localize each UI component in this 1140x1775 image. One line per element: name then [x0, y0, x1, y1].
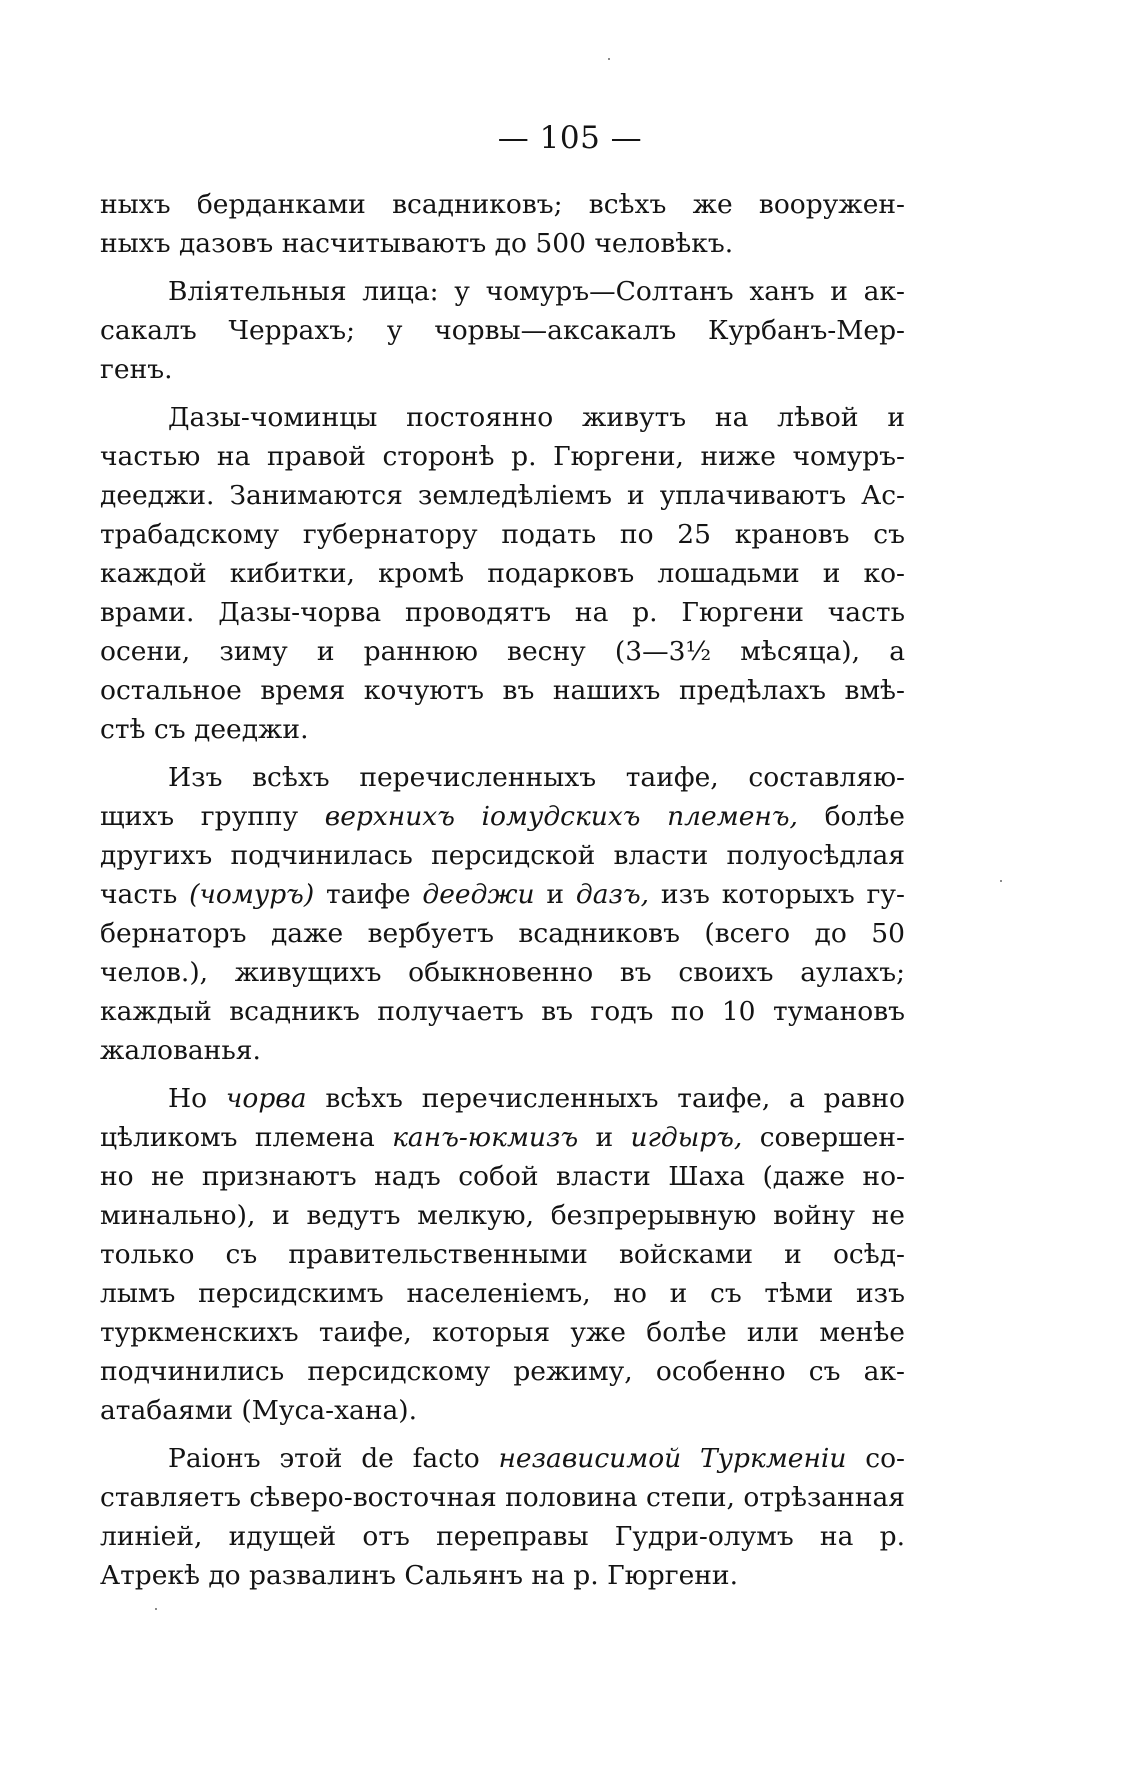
scan-speck [608, 58, 610, 60]
paragraph-6 [100, 1439, 905, 1595]
text-line: туркменскихъ таифе, которыя уже болѣе или менѣе [100, 1317, 905, 1348]
paragraph-4 [100, 758, 905, 1070]
italic-term: независимой Туркменіи [498, 1443, 847, 1474]
text-line: осени, зиму и раннюю весну (3—3½ мѣсяца), а [100, 636, 905, 667]
text-line: челов.), живущихъ обыкновенно въ своихъ аулахъ; [100, 957, 905, 988]
text-line: сакалъ Черрахъ; у чорвы—аксакалъ Курбанъ-Мер- [100, 315, 905, 346]
text-line: атабаями (Муса-хана). [100, 1395, 418, 1426]
text-line: Раіонъ этой de facto независимой Туркменіи со- [168, 1443, 905, 1474]
text-line: ставляетъ сѣверо-восточная половина степи, отрѣзанная [100, 1482, 906, 1513]
text-line: Но чорва всѣхъ перечисленныхъ таифе, а равно [168, 1083, 905, 1114]
text-line: щихъ группу верхнихъ іомудскихъ племенъ, болѣе [100, 801, 905, 832]
text-line: каждый всадникъ получаетъ въ годъ по 10 тумановъ [100, 996, 905, 1027]
text-line: ныхъ берданками всадниковъ; всѣхъ же вооружен- [100, 189, 905, 220]
page-number: — 105 — [497, 120, 643, 156]
italic-term: игдыръ, [630, 1122, 743, 1153]
text-line: только съ правительственными войсками и осѣд- [100, 1239, 905, 1270]
text-line: подчинились персидскому режиму, особенно съ ак- [100, 1356, 905, 1387]
italic-term: деeджи [422, 879, 535, 910]
text-line: врами. Дазы-чорва проводятъ на р. Гюргени часть [100, 597, 905, 628]
scan-speck [155, 1608, 157, 1610]
text-line: лымъ персидскимъ населеніемъ, но и съ тѣми изъ [100, 1278, 905, 1309]
text-line: жалованья. [100, 1035, 261, 1066]
text-line: частью на правой сторонѣ р. Гюргени, ниже чомуръ- [100, 441, 905, 472]
text-line: Вліятельныя лица: у чомуръ—Солтанъ ханъ и ак- [168, 276, 905, 307]
text-line: бернаторъ даже вербуетъ всадниковъ (всего до 50 [100, 918, 905, 949]
body-text [100, 185, 905, 1595]
text-line: деeджи. Занимаются земледѣліемъ и уплачиваютъ Ас- [100, 480, 905, 511]
text-line: Атрекѣ до развалинъ Сальянъ на р. Гюргени. [100, 1560, 739, 1591]
text-line: генъ. [100, 354, 173, 385]
text-line: стѣ съ деeджи. [100, 714, 309, 745]
paragraph-1 [100, 185, 905, 263]
text-line: Дазы-чоминцы постоянно живутъ на лѣвой и [168, 402, 905, 433]
italic-term: верхнихъ іомудскихъ племенъ, [324, 801, 798, 832]
text-line: другихъ подчинилась персидской власти полуосѣдлая [100, 840, 905, 871]
paragraph-3 [100, 398, 905, 749]
text-line: минально), и ведутъ мелкую, безпрерывную войну не [100, 1200, 905, 1231]
italic-term: канъ-юкмизъ [392, 1122, 579, 1153]
italic-term: чорва [225, 1083, 307, 1114]
text-line: цѣликомъ племена канъ-юкмизъ и игдыръ, совершен- [100, 1122, 905, 1153]
text-line: трабадскому губернатору подать по 25 крановъ съ [100, 519, 905, 550]
text-line: часть (чомуръ) таифе деeджи и дазъ, изъ которыхъ гу- [100, 879, 905, 910]
text-line: но не признаютъ надъ собой власти Шаха (даже но- [100, 1161, 905, 1192]
text-line: ныхъ дазовъ насчитываютъ до 500 человѣкъ. [100, 228, 734, 259]
text-line: Изъ всѣхъ перечисленныхъ таифе, составляю- [168, 762, 905, 793]
scan-speck [1000, 880, 1002, 882]
italic-term: дазъ, [575, 879, 650, 910]
text-line: каждой кибитки, кромѣ подарковъ лошадьми и ко- [100, 558, 905, 589]
text-line: остальное время кочуютъ въ нашихъ предѣлахъ вмѣ- [100, 675, 905, 706]
italic-term: (чомуръ) [189, 879, 315, 910]
paragraph-5 [100, 1079, 905, 1430]
paragraph-2 [100, 272, 905, 389]
text-line: линіей, идущей отъ переправы Гудри-олумъ на р. [100, 1521, 905, 1552]
